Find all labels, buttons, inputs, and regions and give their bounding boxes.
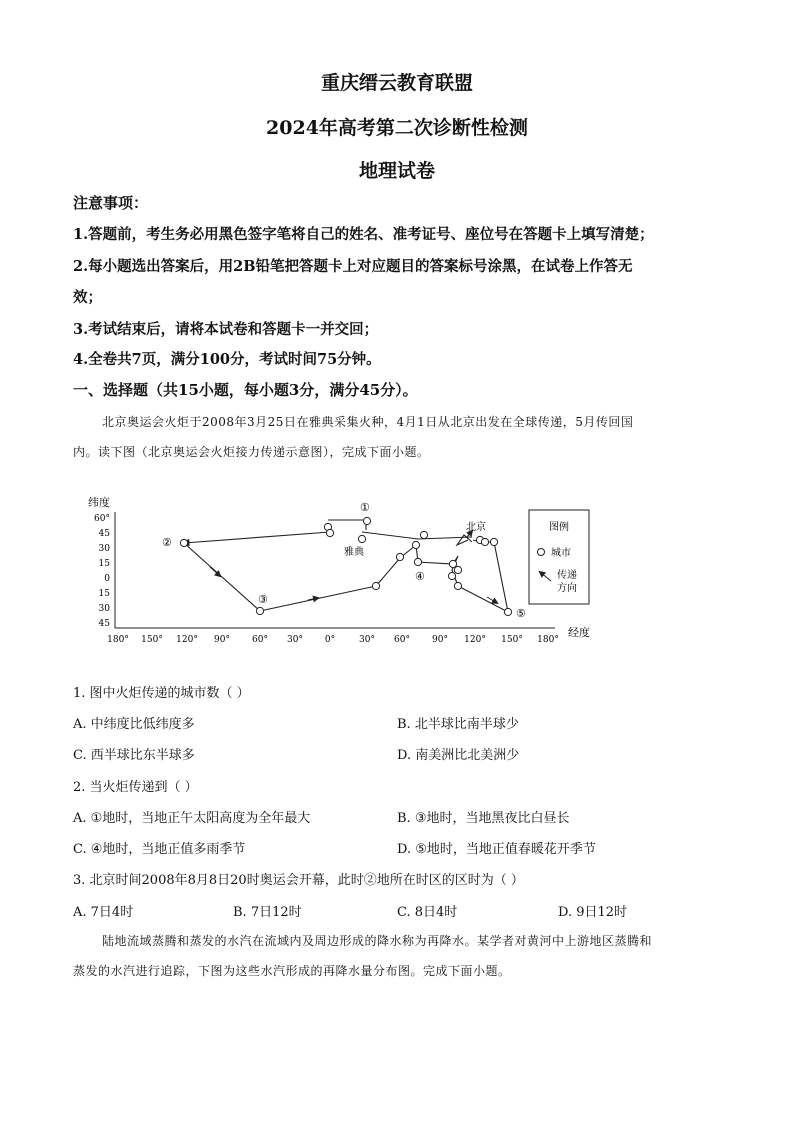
city-markers	[180, 517, 511, 615]
legend-title: 图例	[549, 522, 569, 533]
question-1-option-a: A. 中纬度比低纬度多	[73, 717, 195, 732]
direction-arrow	[210, 567, 220, 576]
lon-tick: 60°	[394, 635, 410, 645]
notice-title: 注意事项：	[73, 194, 149, 212]
notice-item-2: 2.每小题选出答案后，用2B铅笔把答题卡上对应题目的答案标号涂黑，在试卷上作答无	[73, 258, 633, 275]
question-2-option-a: A. ①地时，当地正午太阳高度为全年最大	[73, 811, 311, 826]
question-1-option-b: B. 北半球比南半球少	[397, 717, 519, 732]
city-marker	[326, 529, 333, 536]
label-athens: 雅典	[344, 547, 364, 558]
city-marker	[504, 608, 511, 615]
city-marker	[180, 539, 187, 546]
exam-title: 2024年高考第二次诊断性检测	[266, 117, 528, 139]
notice-item-1: 1.答题前，考生务必用黑色签字笔将自己的姓名、准考证号、座位号在答题卡上填写清楚；	[73, 226, 654, 243]
lat-tick: 15	[98, 559, 110, 569]
city-marker	[490, 538, 497, 545]
city-marker	[412, 541, 419, 548]
passage2-line-1: 陆地流域蒸腾和蒸发的水汽在流域内及周边形成的降水称为再降水。某学者对黄河中上游地区蒸腾和	[102, 934, 653, 948]
city-marker	[396, 553, 403, 560]
question-3-option-b: B. 7日12时	[233, 905, 302, 920]
route-oceania	[458, 540, 508, 612]
lon-tick: 120°	[464, 635, 486, 645]
question-1-option-c: C. 西半球比东半球多	[73, 748, 195, 763]
notice-item-3: 3.考试结束后，请将本试卷和答题卡一并交回；	[73, 321, 379, 338]
label-p3: ③	[258, 593, 268, 606]
city-marker	[454, 566, 461, 573]
org-title: 重庆缙云教育联盟	[320, 72, 473, 94]
lon-tick: 30°	[287, 635, 303, 645]
question-2-option-b: B. ③地时，当地黑夜比白昼长	[397, 811, 570, 826]
lon-tick: 150°	[141, 635, 163, 645]
lon-tick: 60°	[252, 635, 268, 645]
city-marker	[481, 538, 488, 545]
question-2-stem: 2. 当火炬传递到（ ）	[73, 780, 198, 795]
question-3-option-d: D. 9日12时	[558, 905, 628, 920]
lon-axis-label: 经度	[568, 626, 590, 639]
passage2-line-2: 蒸发的水汽进行追踪，下图为这些水汽形成的再降水量分布图。完成下面小题。	[73, 964, 511, 978]
question-2-option-c: C. ④地时，当地正值多雨季节	[73, 842, 246, 857]
legend-direction-label-1: 传递	[557, 570, 577, 581]
passage1-line-1: 北京奥运会火炬于2008年3月25日在雅典采集火种，4月1日从北京出发在全球传递，5月传回国	[102, 415, 634, 429]
lon-ticks	[107, 635, 559, 645]
label-p2: ②	[162, 536, 172, 549]
question-3-option-a: A. 7日4时	[73, 905, 134, 920]
question-3-option-c: C. 8日4时	[397, 905, 458, 920]
label-p1: ①	[360, 501, 370, 514]
lat-tick: 60°	[94, 514, 110, 524]
relay-route	[184, 520, 508, 612]
lon-tick: 150°	[501, 635, 523, 645]
legend-city-icon	[538, 549, 545, 556]
lon-tick: 0°	[324, 635, 336, 645]
city-marker	[449, 560, 456, 567]
lon-tick: 180°	[107, 635, 129, 645]
label-p5: ⑤	[516, 607, 526, 620]
city-marker	[448, 572, 455, 579]
lon-tick: 120°	[176, 635, 198, 645]
route-west	[184, 532, 330, 543]
notice-item-4: 4.全卷共7页，满分100分，考试时间75分钟。	[73, 351, 381, 368]
lat-tick: 30	[98, 544, 110, 554]
lat-tick: 0	[104, 574, 110, 584]
label-beijing: 北京	[466, 522, 486, 533]
map-legend	[529, 510, 589, 604]
lon-tick: 30°	[359, 635, 375, 645]
legend-city-label: 城市	[551, 548, 571, 559]
torch-relay-map	[80, 490, 600, 650]
lat-tick: 45	[98, 619, 110, 629]
city-marker	[454, 582, 461, 589]
lon-tick: 90°	[214, 635, 230, 645]
lat-tick: 15	[98, 589, 110, 599]
map-labels	[162, 501, 526, 620]
lat-ticks	[94, 514, 110, 629]
label-p4: ④	[415, 570, 425, 583]
route-athens-beijing	[362, 532, 472, 539]
city-marker	[363, 517, 370, 524]
city-marker	[372, 582, 379, 589]
notice-item-2-cont: 效；	[73, 289, 102, 306]
route-p1	[328, 520, 366, 530]
question-1-option-d: D. 南美洲比北美洲少	[397, 748, 520, 763]
question-1-stem: 1. 图中火炬传递的城市数（ ）	[73, 686, 250, 701]
city-marker	[358, 535, 365, 542]
lat-tick: 30	[98, 604, 110, 614]
legend-direction-label-2: 方向	[557, 583, 577, 594]
question-3-stem: 3. 北京时间2008年8月8日20时奥运会开幕，此时②地所在时区的区时为（ ）	[73, 873, 524, 888]
question-2-option-d: D. ⑤地时，当地正值春暖花开季节	[397, 842, 596, 857]
lat-tick: 45	[98, 529, 110, 539]
city-marker	[414, 558, 421, 565]
city-marker	[256, 607, 263, 614]
city-marker	[420, 531, 427, 538]
lat-axis-label: 纬度	[88, 496, 110, 509]
route-southwest	[184, 543, 260, 611]
route-squiggle	[457, 535, 472, 545]
passage1-line-2: 内。读下图（北京奥运会火炬接力传递示意图），完成下面小题。	[73, 445, 430, 459]
lon-tick: 90°	[432, 635, 448, 645]
section-heading: 一、选择题（共15小题，每小题3分，满分45分）。	[73, 381, 418, 399]
subject-title: 地理试卷	[358, 160, 435, 182]
lon-tick: 180°	[537, 635, 559, 645]
